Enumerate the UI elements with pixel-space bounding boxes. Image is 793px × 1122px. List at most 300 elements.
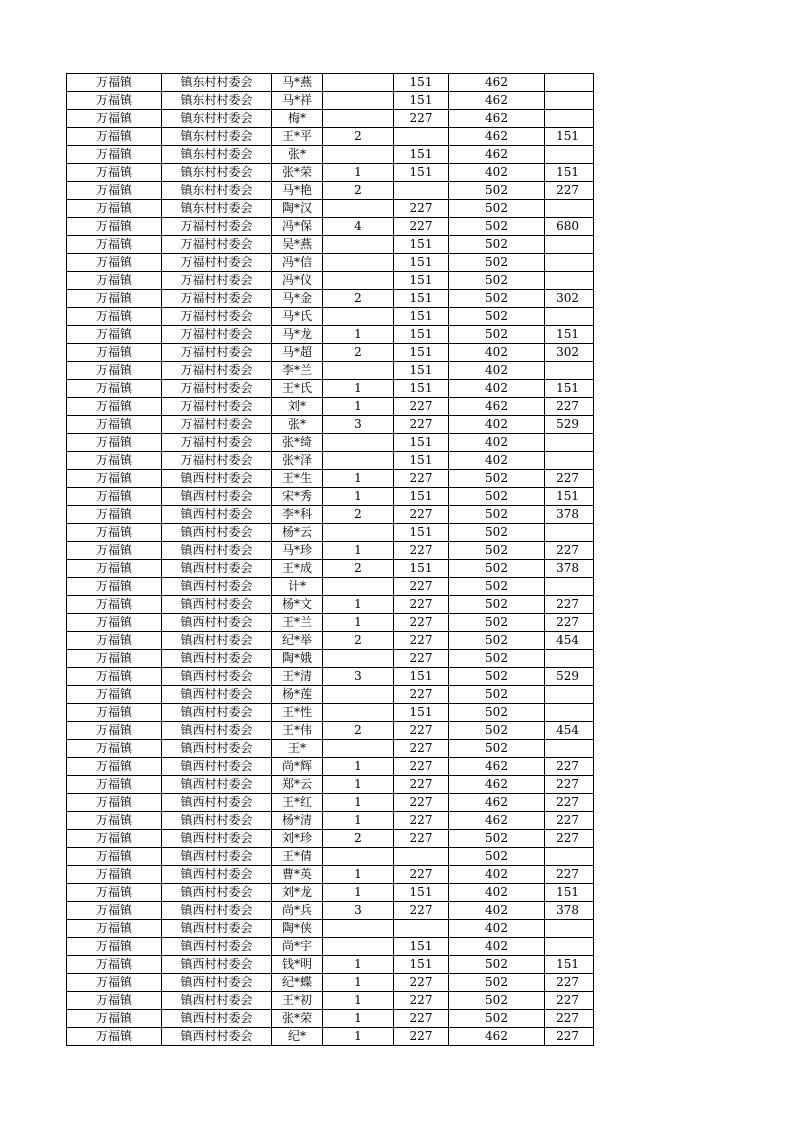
table-body [67, 74, 594, 1046]
total-cell: 151 [545, 488, 594, 506]
town-cell: 万福镇 [67, 560, 162, 578]
amount-a-cell: 151 [394, 434, 449, 452]
amount-a-cell: 151 [394, 668, 449, 686]
amount-b-cell: 462 [449, 1028, 545, 1046]
amount-b-cell: 502 [449, 650, 545, 668]
total-cell: 227 [545, 830, 594, 848]
amount-a-cell: 151 [394, 74, 449, 92]
total-cell: 151 [545, 380, 594, 398]
amount-b-cell: 502 [449, 956, 545, 974]
town-cell: 万福镇 [67, 362, 162, 380]
name-cell: 马*燕 [272, 74, 323, 92]
total-cell: 227 [545, 794, 594, 812]
count-cell: 1 [323, 812, 394, 830]
total-cell [545, 578, 594, 596]
amount-b-cell: 462 [449, 398, 545, 416]
amount-a-cell: 151 [394, 308, 449, 326]
total-cell: 227 [545, 992, 594, 1010]
amount-b-cell: 502 [449, 632, 545, 650]
amount-b-cell: 402 [449, 920, 545, 938]
village-committee-cell: 镇西村村委会 [162, 596, 272, 614]
village-committee-cell: 镇西村村委会 [162, 614, 272, 632]
amount-b-cell: 402 [449, 416, 545, 434]
name-cell: 郑*云 [272, 776, 323, 794]
name-cell: 纪*蝶 [272, 974, 323, 992]
village-committee-cell: 镇西村村委会 [162, 758, 272, 776]
amount-b-cell: 502 [449, 578, 545, 596]
table-row [67, 1010, 594, 1028]
count-cell: 3 [323, 902, 394, 920]
amount-a-cell: 227 [394, 974, 449, 992]
amount-b-cell: 502 [449, 704, 545, 722]
table-row [67, 380, 594, 398]
town-cell: 万福镇 [67, 290, 162, 308]
table-row [67, 326, 594, 344]
total-cell [545, 110, 594, 128]
name-cell: 梅* [272, 110, 323, 128]
table-row [67, 164, 594, 182]
count-cell: 1 [323, 614, 394, 632]
table-row [67, 254, 594, 272]
amount-b-cell: 502 [449, 524, 545, 542]
table-row [67, 956, 594, 974]
town-cell: 万福镇 [67, 470, 162, 488]
total-cell [545, 74, 594, 92]
table-row [67, 74, 594, 92]
total-cell: 227 [545, 758, 594, 776]
amount-a-cell: 151 [394, 884, 449, 902]
table-row [67, 1028, 594, 1046]
total-cell [545, 434, 594, 452]
count-cell: 3 [323, 416, 394, 434]
amount-a-cell: 227 [394, 686, 449, 704]
count-cell [323, 308, 394, 326]
village-committee-cell: 镇东村村委会 [162, 128, 272, 146]
name-cell: 王*伟 [272, 722, 323, 740]
amount-b-cell: 402 [449, 866, 545, 884]
village-committee-cell: 镇西村村委会 [162, 776, 272, 794]
name-cell: 纪*举 [272, 632, 323, 650]
town-cell: 万福镇 [67, 524, 162, 542]
table-row [67, 92, 594, 110]
name-cell: 曹*英 [272, 866, 323, 884]
amount-a-cell: 151 [394, 488, 449, 506]
amount-a-cell: 227 [394, 632, 449, 650]
amount-b-cell: 402 [449, 344, 545, 362]
name-cell: 马*艳 [272, 182, 323, 200]
town-cell: 万福镇 [67, 884, 162, 902]
count-cell: 2 [323, 722, 394, 740]
town-cell: 万福镇 [67, 632, 162, 650]
town-cell: 万福镇 [67, 326, 162, 344]
count-cell: 2 [323, 128, 394, 146]
total-cell: 227 [545, 974, 594, 992]
table-row [67, 596, 594, 614]
name-cell: 陶*汉 [272, 200, 323, 218]
count-cell [323, 146, 394, 164]
total-cell: 227 [545, 812, 594, 830]
town-cell: 万福镇 [67, 992, 162, 1010]
count-cell: 1 [323, 542, 394, 560]
town-cell: 万福镇 [67, 722, 162, 740]
count-cell: 3 [323, 668, 394, 686]
village-committee-cell: 镇西村村委会 [162, 488, 272, 506]
amount-a-cell: 151 [394, 452, 449, 470]
amount-b-cell: 462 [449, 128, 545, 146]
village-committee-cell: 万福村村委会 [162, 326, 272, 344]
town-cell: 万福镇 [67, 110, 162, 128]
town-cell: 万福镇 [67, 146, 162, 164]
name-cell: 纪* [272, 1028, 323, 1046]
count-cell: 1 [323, 488, 394, 506]
village-committee-cell: 镇西村村委会 [162, 794, 272, 812]
village-committee-cell: 万福村村委会 [162, 362, 272, 380]
count-cell: 1 [323, 326, 394, 344]
table-row [67, 650, 594, 668]
village-committee-cell: 镇东村村委会 [162, 74, 272, 92]
town-cell: 万福镇 [67, 434, 162, 452]
name-cell: 张*荣 [272, 1010, 323, 1028]
village-committee-cell: 万福村村委会 [162, 290, 272, 308]
town-cell: 万福镇 [67, 668, 162, 686]
amount-a-cell: 151 [394, 236, 449, 254]
amount-a-cell: 151 [394, 362, 449, 380]
total-cell: 378 [545, 560, 594, 578]
village-committee-cell: 镇东村村委会 [162, 92, 272, 110]
name-cell: 王*红 [272, 794, 323, 812]
table-row [67, 866, 594, 884]
table-row [67, 686, 594, 704]
table-row [67, 722, 594, 740]
village-committee-cell: 镇西村村委会 [162, 722, 272, 740]
town-cell: 万福镇 [67, 650, 162, 668]
count-cell [323, 650, 394, 668]
village-committee-cell: 镇东村村委会 [162, 146, 272, 164]
count-cell: 1 [323, 974, 394, 992]
amount-a-cell: 151 [394, 164, 449, 182]
village-committee-cell: 镇西村村委会 [162, 902, 272, 920]
town-cell: 万福镇 [67, 920, 162, 938]
name-cell: 计* [272, 578, 323, 596]
town-cell: 万福镇 [67, 92, 162, 110]
amount-a-cell: 227 [394, 830, 449, 848]
village-committee-cell: 镇西村村委会 [162, 506, 272, 524]
table-row [67, 290, 594, 308]
table-row [67, 578, 594, 596]
village-committee-cell: 镇西村村委会 [162, 524, 272, 542]
village-committee-cell: 镇西村村委会 [162, 650, 272, 668]
village-committee-cell: 镇西村村委会 [162, 542, 272, 560]
total-cell: 529 [545, 668, 594, 686]
amount-a-cell [394, 182, 449, 200]
amount-a-cell: 151 [394, 938, 449, 956]
town-cell: 万福镇 [67, 1010, 162, 1028]
village-committee-cell: 万福村村委会 [162, 416, 272, 434]
amount-a-cell: 227 [394, 776, 449, 794]
village-committee-cell: 万福村村委会 [162, 380, 272, 398]
amount-b-cell: 502 [449, 272, 545, 290]
amount-a-cell: 151 [394, 92, 449, 110]
total-cell: 529 [545, 416, 594, 434]
town-cell: 万福镇 [67, 974, 162, 992]
count-cell [323, 452, 394, 470]
count-cell [323, 938, 394, 956]
name-cell: 马*氏 [272, 308, 323, 326]
town-cell: 万福镇 [67, 398, 162, 416]
village-committee-cell: 镇西村村委会 [162, 560, 272, 578]
village-committee-cell: 镇东村村委会 [162, 182, 272, 200]
amount-a-cell: 227 [394, 1010, 449, 1028]
village-committee-cell: 万福村村委会 [162, 434, 272, 452]
name-cell: 李*兰 [272, 362, 323, 380]
town-cell: 万福镇 [67, 794, 162, 812]
amount-b-cell: 502 [449, 596, 545, 614]
name-cell: 王*初 [272, 992, 323, 1010]
village-committee-cell: 镇西村村委会 [162, 470, 272, 488]
amount-b-cell: 402 [449, 884, 545, 902]
amount-b-cell: 502 [449, 506, 545, 524]
town-cell: 万福镇 [67, 812, 162, 830]
name-cell: 尚*辉 [272, 758, 323, 776]
amount-a-cell [394, 848, 449, 866]
amount-b-cell: 502 [449, 992, 545, 1010]
table-row [67, 758, 594, 776]
total-cell: 227 [545, 470, 594, 488]
table-row [67, 614, 594, 632]
amount-a-cell: 227 [394, 506, 449, 524]
count-cell: 1 [323, 794, 394, 812]
name-cell: 王*平 [272, 128, 323, 146]
village-committee-cell: 镇西村村委会 [162, 884, 272, 902]
count-cell [323, 740, 394, 758]
amount-b-cell: 402 [449, 452, 545, 470]
town-cell: 万福镇 [67, 776, 162, 794]
name-cell: 冯*仪 [272, 272, 323, 290]
amount-a-cell: 151 [394, 524, 449, 542]
name-cell: 杨*莲 [272, 686, 323, 704]
total-cell: 227 [545, 182, 594, 200]
count-cell: 2 [323, 560, 394, 578]
count-cell: 1 [323, 380, 394, 398]
table-row [67, 974, 594, 992]
town-cell: 万福镇 [67, 272, 162, 290]
table-row [67, 506, 594, 524]
total-cell [545, 452, 594, 470]
amount-a-cell: 151 [394, 956, 449, 974]
village-committee-cell: 镇西村村委会 [162, 578, 272, 596]
town-cell: 万福镇 [67, 938, 162, 956]
total-cell [545, 236, 594, 254]
count-cell [323, 236, 394, 254]
village-committee-cell: 镇西村村委会 [162, 740, 272, 758]
amount-a-cell [394, 128, 449, 146]
town-cell: 万福镇 [67, 128, 162, 146]
amount-a-cell: 227 [394, 740, 449, 758]
total-cell [545, 362, 594, 380]
total-cell: 151 [545, 884, 594, 902]
amount-b-cell: 402 [449, 380, 545, 398]
amount-a-cell: 227 [394, 812, 449, 830]
amount-a-cell: 151 [394, 344, 449, 362]
amount-a-cell: 151 [394, 254, 449, 272]
name-cell: 王*生 [272, 470, 323, 488]
name-cell: 刘*龙 [272, 884, 323, 902]
town-cell: 万福镇 [67, 614, 162, 632]
count-cell: 1 [323, 956, 394, 974]
village-committee-cell: 万福村村委会 [162, 398, 272, 416]
town-cell: 万福镇 [67, 308, 162, 326]
amount-b-cell: 502 [449, 254, 545, 272]
table-row [67, 524, 594, 542]
town-cell: 万福镇 [67, 578, 162, 596]
amount-a-cell: 227 [394, 470, 449, 488]
name-cell: 张* [272, 416, 323, 434]
table-row [67, 920, 594, 938]
village-committee-cell: 镇西村村委会 [162, 938, 272, 956]
table-row [67, 434, 594, 452]
name-cell: 马*龙 [272, 326, 323, 344]
town-cell: 万福镇 [67, 956, 162, 974]
town-cell: 万福镇 [67, 344, 162, 362]
table-row [67, 110, 594, 128]
count-cell: 1 [323, 596, 394, 614]
table-row [67, 128, 594, 146]
amount-a-cell: 227 [394, 200, 449, 218]
count-cell: 1 [323, 1028, 394, 1046]
count-cell: 1 [323, 992, 394, 1010]
table-row [67, 992, 594, 1010]
amount-b-cell: 502 [449, 668, 545, 686]
town-cell: 万福镇 [67, 200, 162, 218]
amount-b-cell: 502 [449, 848, 545, 866]
table-row [67, 938, 594, 956]
name-cell: 尚*宇 [272, 938, 323, 956]
village-committee-cell: 万福村村委会 [162, 452, 272, 470]
village-committee-cell: 万福村村委会 [162, 254, 272, 272]
total-cell: 227 [545, 614, 594, 632]
table-row [67, 182, 594, 200]
name-cell: 冯*信 [272, 254, 323, 272]
amount-b-cell: 462 [449, 794, 545, 812]
count-cell [323, 920, 394, 938]
table-row [67, 416, 594, 434]
town-cell: 万福镇 [67, 830, 162, 848]
amount-a-cell: 227 [394, 722, 449, 740]
count-cell [323, 200, 394, 218]
amount-b-cell: 502 [449, 182, 545, 200]
town-cell: 万福镇 [67, 506, 162, 524]
count-cell [323, 110, 394, 128]
town-cell: 万福镇 [67, 740, 162, 758]
amount-b-cell: 502 [449, 236, 545, 254]
count-cell: 2 [323, 290, 394, 308]
table-row [67, 668, 594, 686]
table-row [67, 488, 594, 506]
amount-a-cell: 227 [394, 398, 449, 416]
table-row [67, 704, 594, 722]
count-cell [323, 848, 394, 866]
count-cell [323, 524, 394, 542]
amount-b-cell: 502 [449, 830, 545, 848]
total-cell [545, 308, 594, 326]
name-cell: 王*氏 [272, 380, 323, 398]
amount-b-cell: 502 [449, 614, 545, 632]
total-cell [545, 848, 594, 866]
village-committee-cell: 镇东村村委会 [162, 164, 272, 182]
name-cell: 王* [272, 740, 323, 758]
town-cell: 万福镇 [67, 866, 162, 884]
amount-a-cell: 227 [394, 758, 449, 776]
amount-b-cell: 502 [449, 722, 545, 740]
total-cell [545, 146, 594, 164]
count-cell [323, 74, 394, 92]
amount-a-cell: 227 [394, 596, 449, 614]
amount-b-cell: 402 [449, 902, 545, 920]
total-cell: 227 [545, 542, 594, 560]
village-committee-cell: 镇西村村委会 [162, 956, 272, 974]
table-row [67, 848, 594, 866]
town-cell: 万福镇 [67, 74, 162, 92]
name-cell: 张* [272, 146, 323, 164]
total-cell: 378 [545, 506, 594, 524]
amount-a-cell: 227 [394, 866, 449, 884]
amount-b-cell: 502 [449, 470, 545, 488]
name-cell: 王*兰 [272, 614, 323, 632]
name-cell: 马*珍 [272, 542, 323, 560]
count-cell: 2 [323, 632, 394, 650]
name-cell: 王*清 [272, 668, 323, 686]
village-committee-cell: 镇西村村委会 [162, 848, 272, 866]
table-row [67, 146, 594, 164]
total-cell: 227 [545, 776, 594, 794]
amount-b-cell: 502 [449, 542, 545, 560]
table-row [67, 560, 594, 578]
table-row [67, 830, 594, 848]
town-cell: 万福镇 [67, 704, 162, 722]
count-cell: 2 [323, 506, 394, 524]
table-row [67, 308, 594, 326]
amount-a-cell: 227 [394, 578, 449, 596]
total-cell [545, 254, 594, 272]
count-cell [323, 272, 394, 290]
total-cell [545, 524, 594, 542]
table-row [67, 452, 594, 470]
table-row [67, 200, 594, 218]
total-cell: 227 [545, 398, 594, 416]
table-row [67, 272, 594, 290]
town-cell: 万福镇 [67, 1028, 162, 1046]
table-row [67, 884, 594, 902]
table-row [67, 344, 594, 362]
count-cell: 1 [323, 884, 394, 902]
table-row [67, 794, 594, 812]
amount-a-cell: 151 [394, 326, 449, 344]
count-cell: 4 [323, 218, 394, 236]
amount-b-cell: 502 [449, 974, 545, 992]
total-cell: 227 [545, 596, 594, 614]
amount-a-cell: 151 [394, 380, 449, 398]
name-cell: 刘*珍 [272, 830, 323, 848]
count-cell [323, 92, 394, 110]
amount-b-cell: 502 [449, 1010, 545, 1028]
table-row [67, 362, 594, 380]
amount-a-cell: 227 [394, 542, 449, 560]
total-cell: 151 [545, 164, 594, 182]
name-cell: 张*绮 [272, 434, 323, 452]
village-committee-cell: 万福村村委会 [162, 272, 272, 290]
amount-a-cell: 151 [394, 290, 449, 308]
amount-b-cell: 502 [449, 326, 545, 344]
